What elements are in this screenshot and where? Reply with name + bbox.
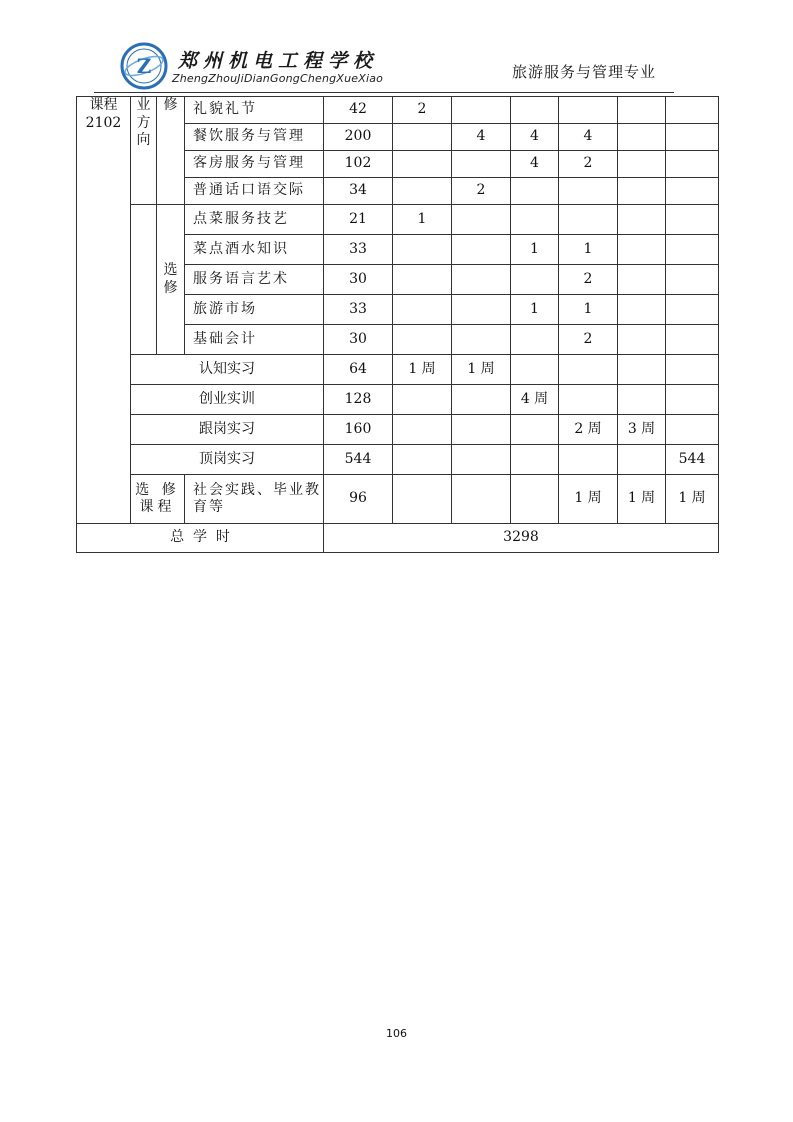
table-row: 创业实训 128 4 周 bbox=[77, 385, 719, 415]
table-row: 客房服务与管理 102 4 2 bbox=[77, 151, 719, 178]
course-name: 旅游市场 bbox=[185, 295, 324, 325]
course-hours: 30 bbox=[324, 325, 393, 355]
course-name: 菜点酒水知识 bbox=[185, 235, 324, 265]
total-value: 3298 bbox=[324, 524, 719, 553]
course-label: 课程 bbox=[89, 97, 118, 113]
total-row bbox=[77, 524, 719, 553]
practice-name: 创业实训 bbox=[131, 385, 324, 415]
elective-label: 选 修 bbox=[157, 205, 185, 355]
table-row: 旅游市场 33 1 1 bbox=[77, 295, 719, 325]
curriculum-table bbox=[76, 96, 719, 553]
course-hours: 160 bbox=[324, 415, 393, 445]
course-hours: 544 bbox=[324, 445, 393, 475]
practice-name: 顶岗实习 bbox=[131, 445, 324, 475]
table-row: 菜点酒水知识 33 1 1 bbox=[77, 235, 719, 265]
course-name: 服务语言艺术 bbox=[185, 265, 324, 295]
course-hours: 128 bbox=[324, 385, 393, 415]
course-hours: 30 bbox=[324, 265, 393, 295]
course-name: 点菜服务技艺 bbox=[185, 205, 324, 235]
table-row: 服务语言艺术 30 2 bbox=[77, 265, 719, 295]
svg-text:Z: Z bbox=[136, 54, 152, 78]
table-row: 认知实习 64 1 周 1 周 bbox=[77, 355, 719, 385]
course-category-cell bbox=[77, 97, 131, 524]
course-name: 普通话口语交际 bbox=[185, 178, 324, 205]
page-header bbox=[0, 0, 793, 98]
course-hours: 34 bbox=[324, 178, 393, 205]
course-name: 社会实践、毕业教育等 bbox=[185, 475, 324, 524]
elective-course-label: 选 修 课程 bbox=[131, 475, 185, 524]
school-emblem-icon bbox=[120, 42, 168, 90]
table-row: 基础会计 30 2 bbox=[77, 325, 719, 355]
practice-name: 跟岗实习 bbox=[131, 415, 324, 445]
table-row: 顶岗实习 544 544 bbox=[77, 445, 719, 475]
course-name: 基础会计 bbox=[185, 325, 324, 355]
course-hours: 102 bbox=[324, 151, 393, 178]
course-hours: 33 bbox=[324, 295, 393, 325]
course-code: 2102 bbox=[85, 114, 122, 131]
course-name: 餐饮服务与管理 bbox=[185, 124, 324, 151]
table-row: 选 修 点菜服务技艺 21 1 bbox=[77, 205, 719, 235]
practice-name: 认知实习 bbox=[131, 355, 324, 385]
table-row: 普通话口语交际 34 2 bbox=[77, 178, 719, 205]
table-row: 课程 2102 业 方 向 修 礼貌礼节 42 2 bbox=[77, 97, 719, 124]
required-label: 修 bbox=[157, 97, 185, 205]
course-hours: 96 bbox=[324, 475, 393, 524]
major-title: 旅游服务与管理专业 bbox=[512, 63, 657, 81]
table-row: 选 修 课程 社会实践、毕业教育等 96 1 周 1 周 1 周 bbox=[77, 475, 719, 524]
course-hours: 42 bbox=[324, 97, 393, 124]
school-name-pinyin: ZhengZhouJiDianGongChengXueXiao bbox=[172, 72, 384, 85]
course-name: 客房服务与管理 bbox=[185, 151, 324, 178]
direction-cell: 业 方 向 bbox=[131, 97, 157, 205]
header-divider bbox=[94, 92, 674, 93]
course-hours: 33 bbox=[324, 235, 393, 265]
course-hours: 64 bbox=[324, 355, 393, 385]
course-hours: 200 bbox=[324, 124, 393, 151]
total-label: 总 学 时 bbox=[77, 524, 324, 553]
page-number: 106 bbox=[386, 1027, 407, 1040]
table-row: 跟岗实习 160 2 周 3 周 bbox=[77, 415, 719, 445]
school-name-cn: 郑州机电工程学校 bbox=[178, 50, 379, 72]
table-row: 餐饮服务与管理 200 4 4 4 bbox=[77, 124, 719, 151]
direction-spacer-cell bbox=[131, 205, 157, 355]
course-hours: 21 bbox=[324, 205, 393, 235]
course-name: 礼貌礼节 bbox=[185, 97, 324, 124]
